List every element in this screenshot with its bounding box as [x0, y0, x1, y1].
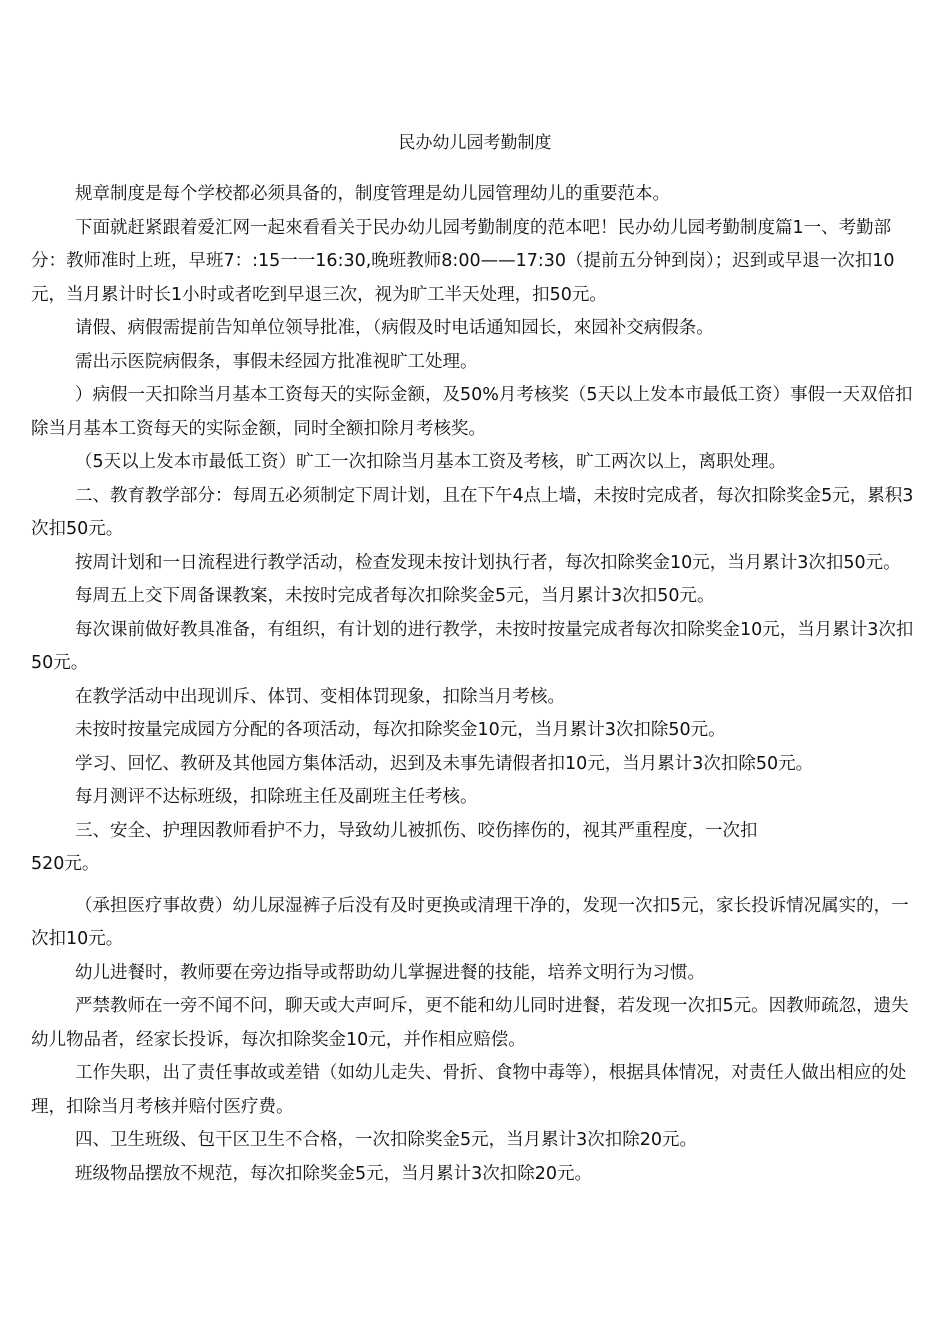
paragraph: 在教学活动中出现训斥、体罚、变相体罚现象，扣除当月考核。 — [75, 686, 565, 707]
paragraph: 下面就赶紧跟着爱汇网一起來看看关于民办幼儿园考勤制度的范本吧！民办幼儿园考勤制度篇1一、考勤部分：教师准时上班，早班7：:15一一16:30,晚班教师8:00——17:30（提前五分钟到岗）；迟到或早退一次扣10元，当月累计时长1小时或者吃到早退三次，视为旷工半天处理，扣50元。 — [31, 217, 895, 305]
paragraph: 每月测评不达标班级，扣除班主任及副班主任考核。 — [75, 787, 478, 807]
paragraph: 三、安全、护理因教师看护不力，导致幼儿被抓伤、咬伤摔伤的，视其严重程度，一次扣 — [75, 820, 758, 841]
paragraph: ）病假一天扣除当月基本工资每天的实际金额，及50%月考核奖（5天以上发本市最低工资）事假一天双倍扣除当月基本工资每天的实际金额，同时全额扣除月考核奖。 — [31, 385, 913, 439]
paragraph: 每次课前做好教具准备，有组织，有计划的进行教学，未按时按量完成者每次扣除奖金10元，当月累计3次扣50元。 — [31, 619, 914, 673]
paragraph: 需出示医院病假条，事假未经园方批准视旷工处理。 — [75, 351, 478, 372]
paragraph: 严禁教师在一旁不闻不问，聊天或大声呵斥，更不能和幼儿同时进餐，若发现一次扣5元。因教师疏忽，遗失幼儿物品者，经家长投诉，每次扣除奖金10元，并作相应赔偿。 — [31, 996, 909, 1050]
paragraph: （承担医疗事故费）幼儿尿湿裤子后没有及时更换或清理干净的，发现一次扣5元，家长投诉情况属实的，一次扣10元。 — [31, 895, 909, 949]
paragraph: 班级物品摆放不规范，每次扣除奖金5元，当月累计3次扣除20元。 — [75, 1163, 593, 1184]
paragraph: 四、卫生班级、包干区卫生不合格，一次扣除奖金5元，当月累计3次扣除20元。 — [75, 1130, 698, 1150]
paragraph: 二、教育教学部分：每周五必须制定下周计划，且在下午4点上墙，未按时完成者，每次扣除奖金5元，累积3次扣50元。 — [31, 485, 914, 539]
paragraph: 工作失职，出了责任事故或差错（如幼儿走失、骨折、食物中毒等），根据具体情况，对责任人做出相应的处理，扣除当月考核并赔付医疗费。 — [31, 1063, 907, 1117]
paragraph: 按周计划和一日流程进行教学活动，检查发现未按计划执行者，每次扣除奖金10元，当月累计3次扣50元。 — [75, 552, 901, 573]
document-title: 民办幼儿园考勤制度 — [398, 133, 552, 153]
paragraph: 每周五上交下周备课教案，未按时完成者每次扣除奖金5元，当月累计3次扣50元。 — [75, 586, 715, 606]
paragraph: 规章制度是每个学校都必须具备的，制度管理是幼儿园管理幼儿的重要范本。 — [75, 184, 670, 204]
paragraph: （5天以上发本市最低工资）旷工一次扣除当月基本工资及考核，旷工两次以上，离职处理。 — [75, 452, 787, 472]
paragraph: 520元。 — [31, 854, 100, 874]
document-body — [31, 178, 921, 1191]
paragraph: 请假、病假需提前告知单位领导批准，（病假及时电话通知园长，來园补交病假条。 — [75, 318, 714, 338]
paragraph: 学习、回忆、教研及其他园方集体活动，迟到及未事先请假者扣10元，当月累计3次扣除50元。 — [75, 753, 814, 774]
paragraph: 幼儿进餐时，教师要在旁边指导或帮助幼儿掌握进餐的技能，培养文明行为习惯。 — [75, 962, 705, 983]
paragraph: 未按时按量完成园方分配的各项活动，每次扣除奖金10元，当月累计3次扣除50元。 — [75, 720, 726, 740]
